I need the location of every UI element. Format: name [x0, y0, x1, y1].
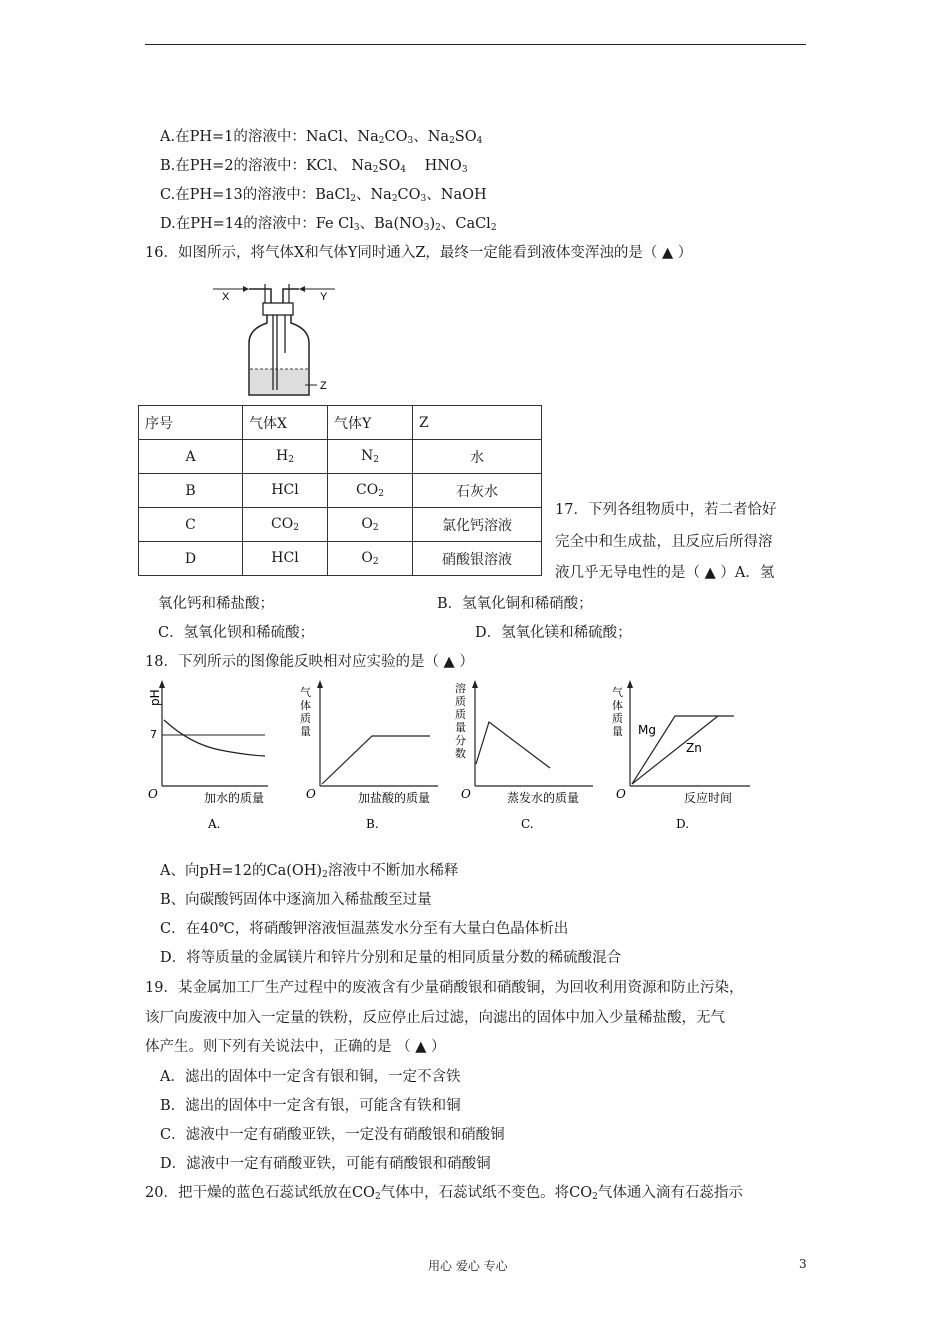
origin: O	[616, 787, 626, 801]
header-cell: 气体X	[243, 406, 328, 440]
q18-stem: 18．下列所示的图像能反映相对应实验的是（ ▲ ）	[145, 654, 474, 670]
q18-option-a: A、向pH=12的$Ca(OH)_2$溶液中不断加水稀释	[160, 863, 459, 880]
q19-line-1: 19．某金属加工厂生产过程中的废液含有少量硝酸银和硝酸铜，为回收利用资源和防止污染，	[145, 980, 744, 996]
xlabel: 加盐酸的质量	[358, 791, 431, 805]
q18-option-b: B、向碳酸钙固体中逐滴加入稀盐酸至过量	[160, 892, 432, 908]
table-row: D HCl $O_2$ 硝酸银溶液	[139, 542, 542, 576]
header-rule	[145, 44, 806, 45]
y-label: Y	[320, 291, 328, 303]
table-header-row	[139, 406, 542, 440]
q18-option-c: C．在40℃，将硝酸钾溶液恒温蒸发水分至有大量白色晶体析出	[160, 921, 569, 937]
q17-option-a-cont: 氧化钙和稀盐酸；	[158, 596, 274, 612]
header-cell: Z	[413, 406, 542, 440]
z-label: Z	[320, 380, 327, 392]
gas-bottle-apparatus	[205, 275, 345, 400]
q17-line-3: 液几乎无导电性的是（ ▲ ）A．氢	[555, 565, 775, 581]
chart-a	[140, 678, 280, 838]
q15-option-a: A.在PH=1的溶液中：NaCl、$Na_2CO_3$、$Na_2SO_4$	[160, 129, 483, 146]
q19-option-a: A．滤出的固体中一定含有银和铜，一定不含铁	[160, 1069, 461, 1085]
svg-text:分: 分	[455, 734, 466, 747]
header-cell: 气体Y	[328, 406, 413, 440]
x-label: X	[222, 291, 230, 303]
header-cell: 序号	[139, 406, 243, 440]
q17-option-c: C．氢氧化钡和稀硫酸；	[158, 625, 315, 641]
ylabel: pH	[148, 689, 162, 706]
footer-motto: 用心 爱心 专心	[428, 1259, 508, 1273]
ylabel-3: 质	[300, 712, 311, 725]
q17-line-1: 17．下列各组物质中，若二者恰好	[555, 502, 777, 518]
svg-text:溶: 溶	[455, 682, 466, 695]
svg-text:质: 质	[612, 712, 623, 725]
q17-line-2: 完全中和生成盐，且反应后所得溶	[555, 534, 773, 550]
ylabel-4: 量	[300, 725, 311, 738]
xlabel: 蒸发水的质量	[507, 791, 580, 805]
tick-7: 7	[150, 728, 157, 741]
xlabel: 反应时间	[684, 791, 733, 805]
origin: O	[461, 787, 471, 801]
chart-label: D.	[676, 817, 690, 831]
page-number: 3	[799, 1257, 807, 1271]
origin: O	[306, 787, 316, 801]
chart-label: B.	[366, 817, 379, 831]
q19-option-b: B．滤出的固体中一定含有银，可能含有铁和铜	[160, 1098, 461, 1114]
svg-text:体: 体	[612, 699, 623, 712]
chart-label: A.	[208, 817, 221, 831]
svg-text:质: 质	[455, 695, 466, 708]
q15-option-c: C.在PH=13的溶液中：BaCl$_2$、$Na_2CO_3$、NaOH	[160, 187, 487, 204]
xlabel: 加水的质量	[204, 791, 265, 805]
q19-line-2: 该厂向废液中加入一定量的铁粉，反应停止后过滤，向滤出的固体中加入少量稀盐酸，无气	[145, 1010, 725, 1026]
q19-option-c: C．滤液中一定有硝酸亚铁，一定没有硝酸银和硝酸铜	[160, 1127, 505, 1143]
svg-text:量: 量	[455, 721, 466, 734]
ylabel-2: 体	[300, 699, 311, 712]
table-row: C $CO_2$ $O_2$ 氯化钙溶液	[139, 508, 542, 542]
q17-option-b: B．氢氧化铜和稀硝酸；	[437, 596, 593, 612]
q19-line-3: 体产生。则下列有关说法中，正确的是 （ ▲ ）	[145, 1039, 446, 1055]
q18-option-d: D．将等质量的金属镁片和锌片分别和足量的相同质量分数的稀硫酸混合	[160, 950, 622, 966]
origin: O	[148, 787, 158, 801]
svg-text:量: 量	[612, 725, 623, 738]
svg-text:数: 数	[455, 747, 466, 760]
q16-stem: 16．如图所示，将气体X和气体Y同时通入Z，最终一定能看到液体变浑浊的是（ ▲ ）	[145, 245, 693, 261]
q16-gas-table	[138, 405, 542, 576]
q15-option-d: D.在PH=14的溶液中：Fe $Cl_3$、$Ba(NO_3)_2$、CaCl$_2$	[160, 216, 497, 233]
zn-label: Zn	[686, 741, 702, 755]
q15-option-b: B.在PH=2的溶液中：KCl、 $Na_2SO_4$ $HNO_3$	[160, 158, 468, 175]
q20-line-1: 20．把干燥的蓝色石蕊试纸放在$CO_2$气体中，石蕊试纸不变色。将$CO_2$气体通入滴有石蕊指示	[145, 1185, 743, 1202]
q17-option-d: D．氢氧化镁和稀硫酸；	[475, 625, 632, 641]
mg-label: Mg	[638, 723, 656, 737]
chart-d	[612, 678, 757, 838]
ylabel-1: 气	[300, 686, 311, 699]
table-row: B HCl $CO_2$ 石灰水	[139, 474, 542, 508]
chart-b	[300, 678, 445, 838]
chart-c	[455, 678, 600, 838]
svg-text:气: 气	[612, 686, 623, 699]
table-row: A $H_2$ $N_2$ 水	[139, 440, 542, 474]
q19-option-d: D．滤液中一定有硝酸亚铁，可能有硝酸银和硝酸铜	[160, 1156, 491, 1172]
chart-label: C.	[521, 817, 534, 831]
svg-text:质: 质	[455, 708, 466, 721]
